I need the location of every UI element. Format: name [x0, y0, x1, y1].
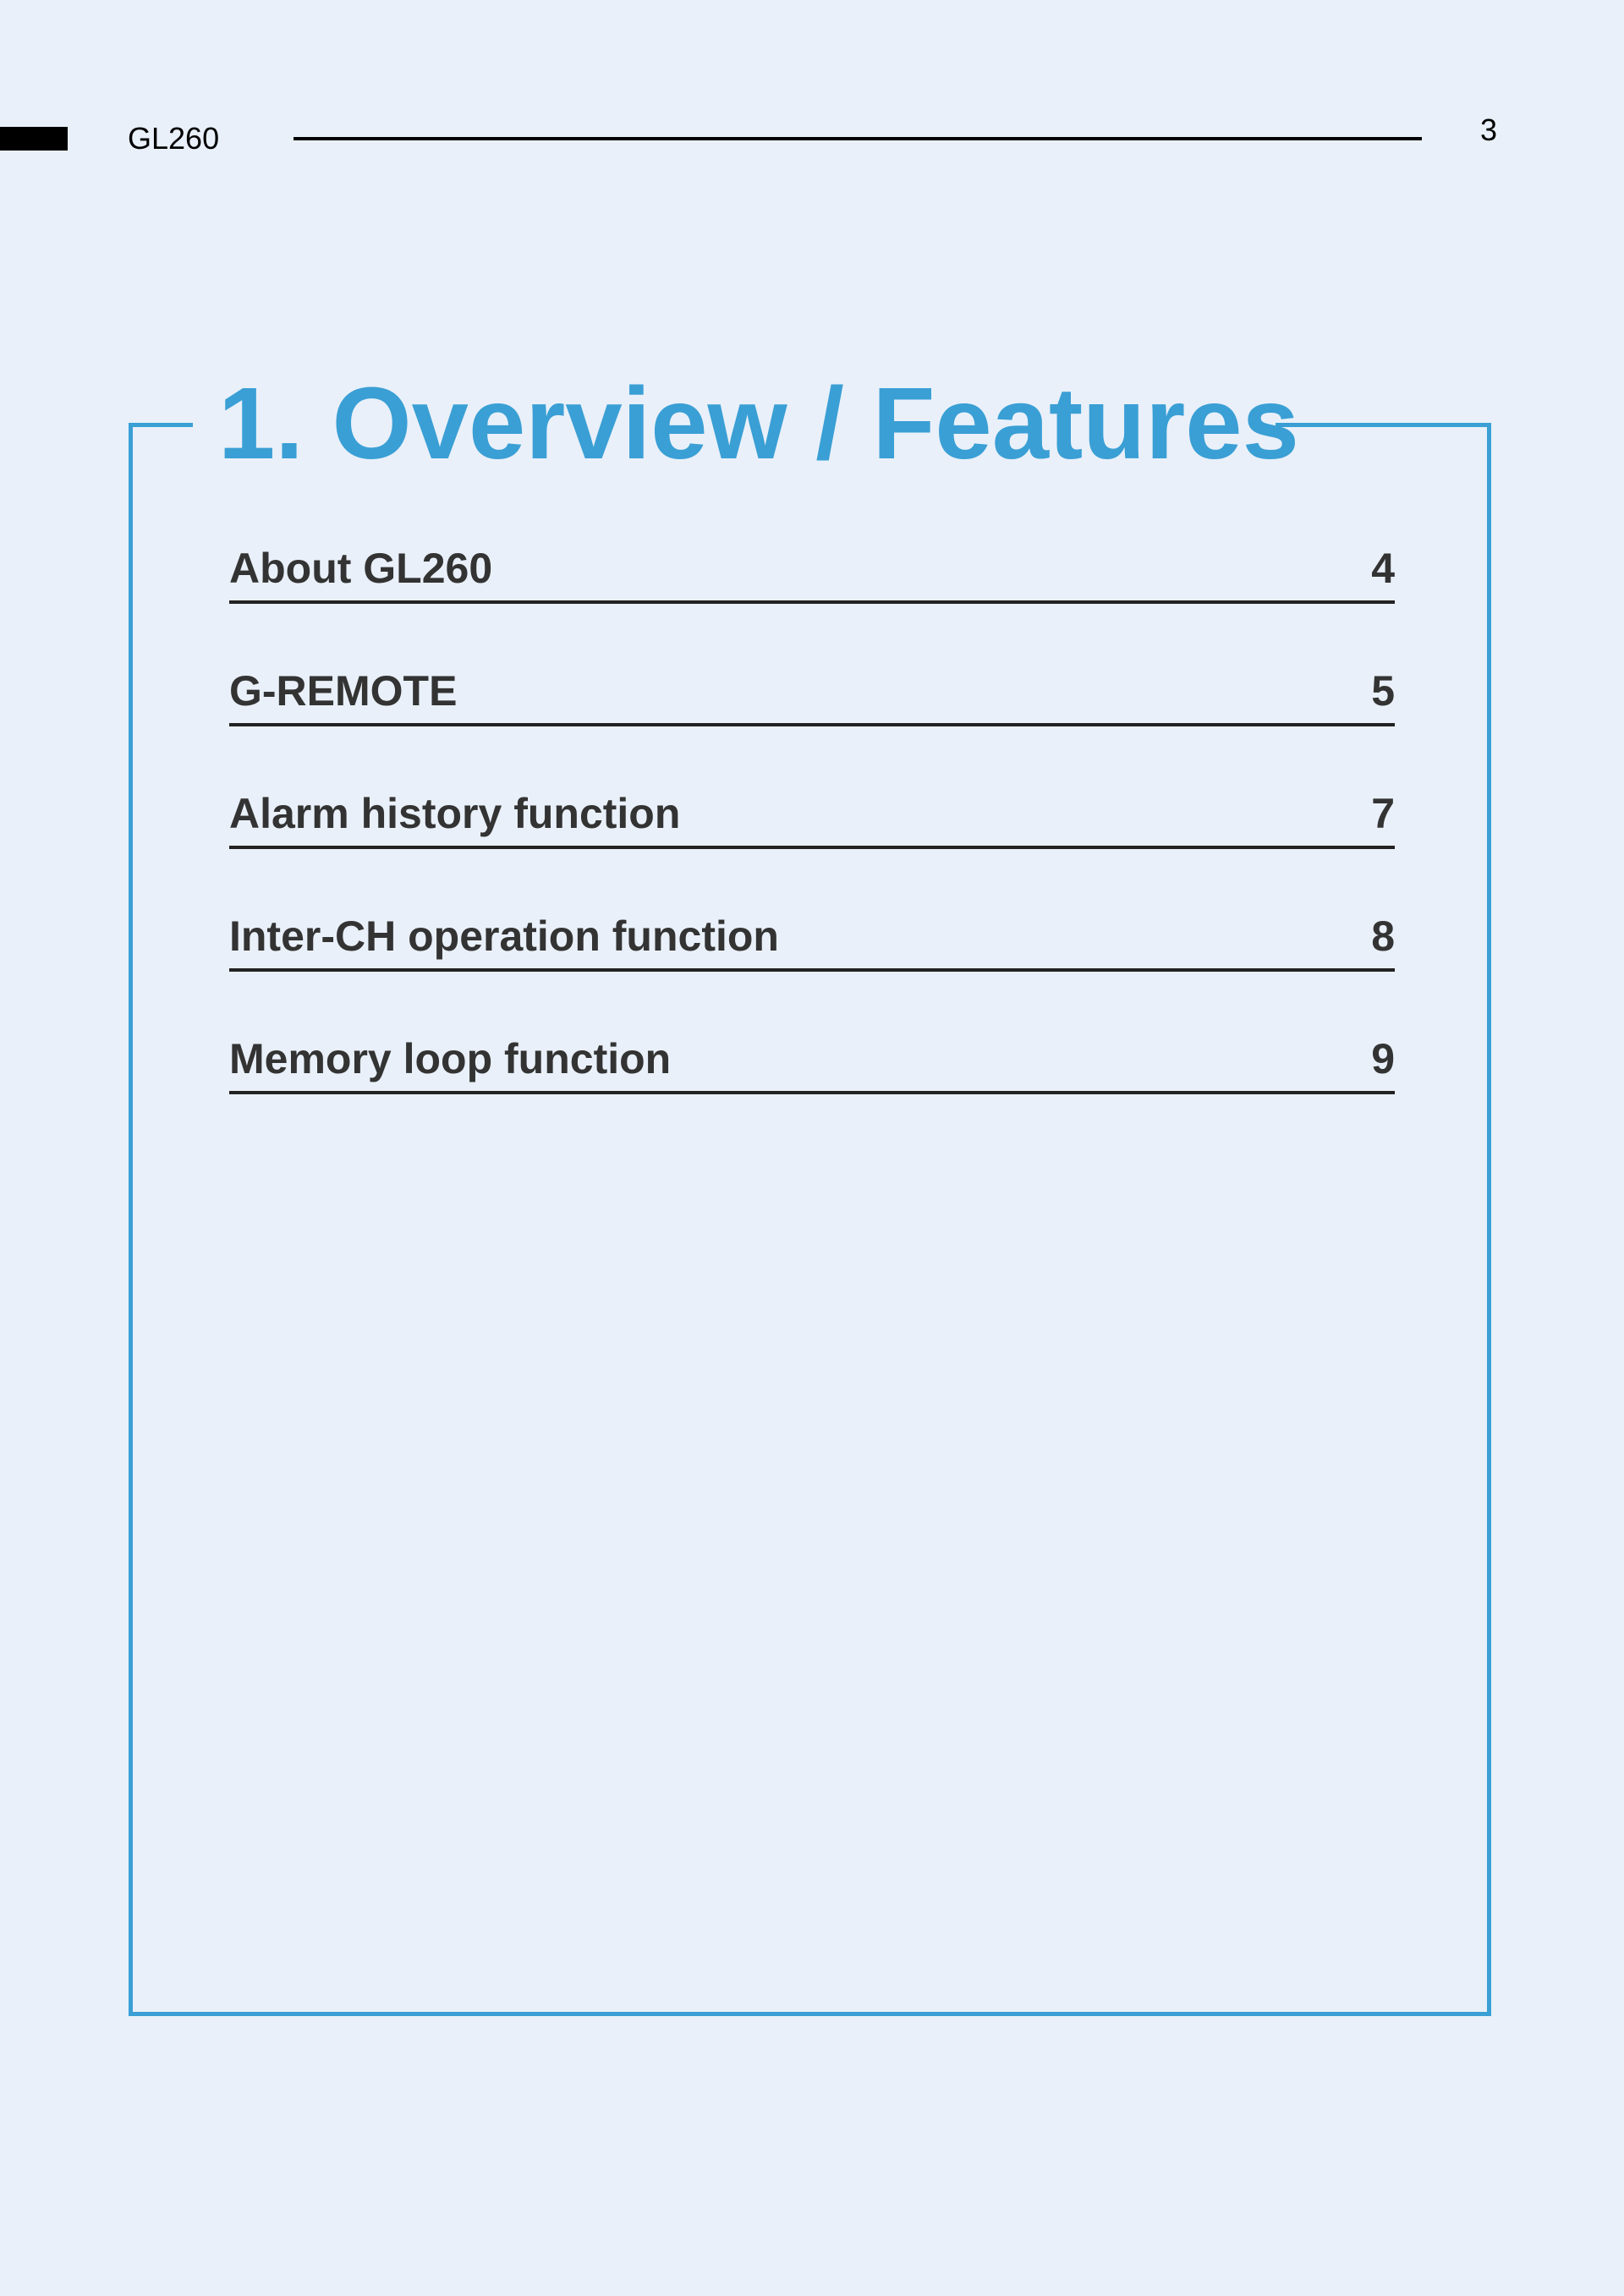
toc-item-label: Memory loop function	[229, 1035, 672, 1082]
toc-item-page: 4	[1371, 545, 1395, 592]
toc-item-label: Inter-CH operation function	[229, 912, 779, 960]
document-title: GL260	[128, 121, 220, 156]
toc-item-label: G-REMOTE	[229, 667, 458, 715]
toc-item-about-gl260[interactable]	[229, 534, 1395, 657]
header-rule	[294, 137, 1422, 140]
toc-item-page: 9	[1371, 1035, 1395, 1082]
page-number: 3	[1479, 112, 1498, 147]
toc-item-alarm-history[interactable]	[229, 780, 1395, 902]
header-marker	[0, 127, 68, 151]
section-title: 1. Overview / Features	[218, 365, 1299, 480]
toc-item-page: 8	[1371, 912, 1395, 960]
toc-item-page: 7	[1371, 790, 1395, 837]
toc-item-inter-ch-operation[interactable]	[229, 902, 1395, 1025]
toc-item-page: 5	[1371, 667, 1395, 715]
table-of-contents	[229, 534, 1395, 1148]
toc-item-label: Alarm history function	[229, 790, 681, 837]
toc-item-g-remote[interactable]	[229, 657, 1395, 780]
toc-item-memory-loop[interactable]	[229, 1025, 1395, 1148]
toc-item-label: About GL260	[229, 545, 493, 592]
